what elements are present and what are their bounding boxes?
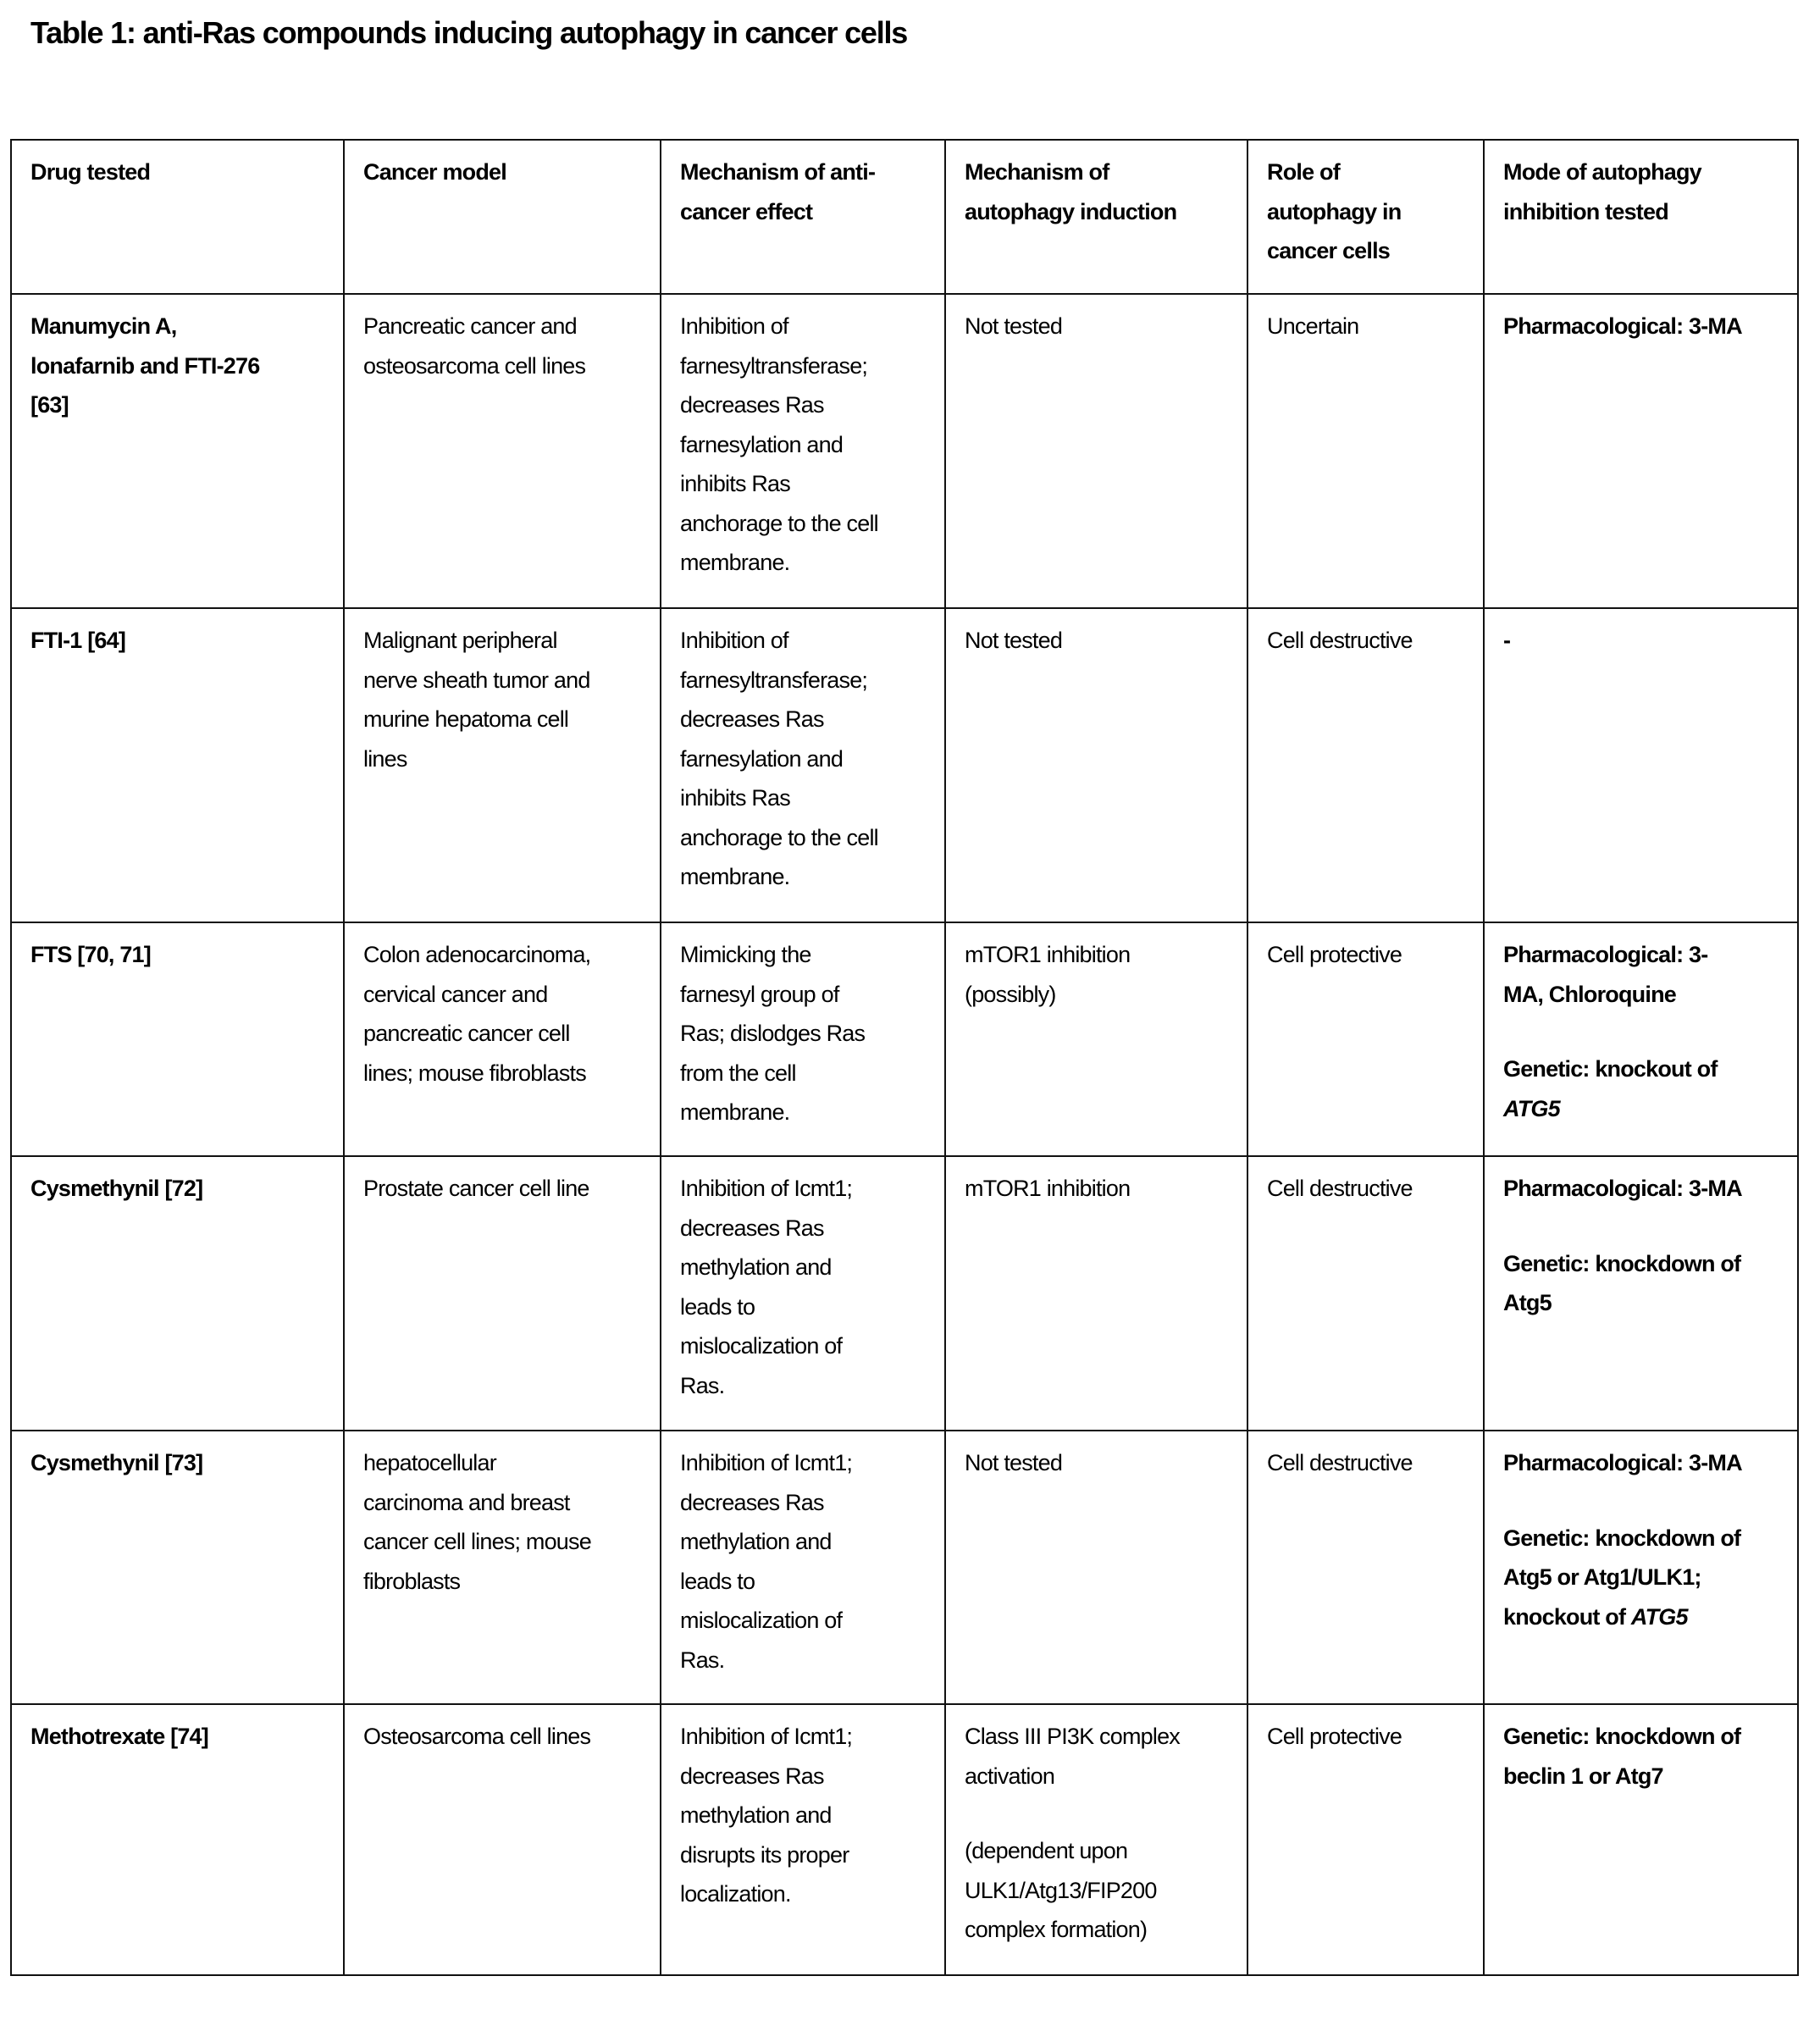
inhibition-mode-cell [1484, 608, 1798, 922]
cell-line: carcinoma and breast [363, 1489, 570, 1515]
cell-line: decreases Ras [680, 706, 824, 732]
autophagy-induction-cell [945, 1156, 1247, 1431]
cell-line: murine hepatoma cell [363, 706, 569, 732]
anticancer-mechanism-cell [661, 922, 945, 1156]
cell-text: Pharmacological: 3-MA [1503, 1450, 1742, 1475]
cell-line: inhibits Ras [680, 471, 790, 496]
cancer-model-cell [344, 922, 661, 1156]
cell-line: lonafarnib and FTI-276 [30, 352, 260, 379]
cell-line: Ras; dislodges Ras [680, 1021, 866, 1046]
cell-line: mTOR1 inhibition [965, 1176, 1131, 1201]
drug-cell [11, 1704, 344, 1975]
cell-line: [63] [30, 392, 69, 418]
cell-line: Inhibition of Icmt1; [680, 1176, 853, 1201]
cell-line: Cysmethynil [73] [30, 1450, 203, 1475]
cell-line: Uncertain [1267, 313, 1359, 339]
cancer-model-cell [344, 294, 661, 608]
header-mode-inhibition [1484, 140, 1798, 294]
cell-line: FTI-1 [64] [30, 628, 126, 653]
cell-line: Malignant peripheral [363, 628, 557, 653]
drug-cell [11, 294, 344, 608]
cell-text: Pharmacological: 3-MA [1503, 1176, 1742, 1201]
cell-line: lines; mouse fibroblasts [363, 1060, 586, 1086]
cell-line: Inhibition of Icmt1; [680, 1450, 853, 1475]
cell-line [965, 1796, 1238, 1831]
cell-line [1503, 1519, 1789, 1558]
cell-line [1503, 1283, 1789, 1323]
cell-line [1503, 1483, 1789, 1519]
table-row [11, 1704, 1798, 1975]
cell-line: hepatocellular [363, 1450, 496, 1475]
cell-text: - [1503, 628, 1511, 653]
cell-line: Cell destructive [1267, 628, 1413, 653]
cell-line: cervical cancer and [363, 981, 548, 1007]
cell-line: Manumycin A, [30, 313, 177, 339]
table-row [11, 1431, 1798, 1704]
cell-line: decreases Ras [680, 1489, 824, 1515]
cell-line: inhibition tested [1503, 198, 1668, 224]
anticancer-mechanism-cell [661, 608, 945, 922]
cell-line: localization. [680, 1881, 791, 1907]
cell-line [1503, 975, 1789, 1015]
gene-name: ATG5 [1503, 1095, 1560, 1121]
inhibition-mode-cell [1484, 922, 1798, 1156]
cell-line: complex formation) [965, 1917, 1148, 1942]
cell-line: autophagy induction [965, 198, 1177, 224]
autophagy-induction-cell [945, 1431, 1247, 1704]
cell-line: Mimicking the [680, 942, 811, 967]
cell-line [1503, 621, 1789, 661]
cell-line: Cysmethynil [72] [30, 1176, 203, 1201]
autophagy-role-cell [1247, 922, 1484, 1156]
cell-text: beclin 1 or Atg7 [1503, 1763, 1663, 1789]
cell-text: Atg5 [1503, 1290, 1552, 1315]
cell-line [1503, 1597, 1789, 1637]
header-cancer-model [344, 140, 661, 294]
cell-line: activation [965, 1763, 1055, 1789]
cell-text: Genetic: knockdown of [1503, 1724, 1741, 1749]
cell-line: cancer cell lines; mouse [363, 1529, 591, 1554]
header-drug-tested [11, 140, 344, 294]
table-row [11, 1156, 1798, 1431]
cell-text: Pharmacological: 3- [1503, 942, 1708, 967]
drug-cell [11, 1156, 344, 1431]
cell-line: Cell destructive [1267, 1176, 1413, 1201]
table-row [11, 608, 1798, 922]
anticancer-mechanism-cell [661, 1156, 945, 1431]
cell-line: mTOR1 inhibition [965, 942, 1131, 967]
cell-line: ULK1/Atg13/FIP200 [965, 1877, 1157, 1903]
cell-line: methylation and [680, 1802, 832, 1828]
cell-line: farnesyltransferase; [680, 352, 868, 379]
cell-line: farnesylation and [680, 745, 844, 772]
cell-line: (dependent upon [965, 1838, 1128, 1863]
anticancer-mechanism-cell [661, 294, 945, 608]
autophagy-induction-cell [945, 1704, 1247, 1975]
autophagy-induction-cell [945, 608, 1247, 922]
cell-line [1503, 1443, 1789, 1483]
header-row [11, 140, 1798, 294]
cell-line: (possibly) [965, 981, 1056, 1007]
cell-line: cancer effect [680, 198, 813, 224]
header-mechanism-autophagy [945, 140, 1247, 294]
cell-line: osteosarcoma cell lines [363, 352, 586, 379]
anticancer-mechanism-cell [661, 1431, 945, 1704]
drug-cell [11, 922, 344, 1156]
cell-line: leads to [680, 1568, 755, 1594]
cell-line: Pancreatic cancer and [363, 313, 577, 339]
cell-line [1503, 1014, 1789, 1049]
cell-line: Cancer model [363, 159, 506, 185]
cell-line: pancreatic cancer cell [363, 1021, 570, 1046]
header-role-autophagy [1247, 140, 1484, 294]
cell-line: fibroblasts [363, 1568, 461, 1594]
cell-line: Inhibition of [680, 313, 788, 339]
cell-line: decreases Ras [680, 1763, 824, 1789]
cell-line: methylation and [680, 1254, 832, 1280]
cell-line: decreases Ras [680, 392, 824, 418]
autophagy-role-cell [1247, 1704, 1484, 1975]
cell-line: decreases Ras [680, 1215, 824, 1241]
cell-line: Not tested [965, 628, 1063, 653]
cell-text: MA, Chloroquine [1503, 981, 1676, 1007]
cell-line: disrupts its proper [680, 1841, 849, 1868]
cell-line: inhibits Ras [680, 785, 790, 811]
cell-text: Genetic: knockout of [1503, 1056, 1718, 1082]
autophagy-induction-cell [945, 922, 1247, 1156]
cell-line: Ras. [680, 1372, 725, 1398]
cell-line: farnesyltransferase; [680, 667, 868, 693]
cancer-model-cell [344, 1156, 661, 1431]
cell-text: Atg5 or Atg1/ULK1; [1503, 1564, 1701, 1590]
cell-line: membrane. [680, 550, 790, 575]
cell-line: FTS [70, 71] [30, 942, 151, 967]
cell-line: membrane. [680, 864, 790, 889]
cell-line: mislocalization of [680, 1608, 843, 1633]
cell-line [1503, 1244, 1789, 1284]
autophagy-induction-cell [945, 294, 1247, 608]
autophagy-role-cell [1247, 1431, 1484, 1704]
cell-line [1503, 1757, 1789, 1796]
cell-text: Genetic: knockdown of [1503, 1250, 1741, 1276]
table-title: Table 1: anti-Ras compounds inducing autophagy in cancer cells [30, 15, 908, 50]
cell-line [1503, 1717, 1789, 1757]
cell-line: Colon adenocarcinoma, [363, 942, 591, 967]
cell-line: Cell destructive [1267, 1450, 1413, 1475]
cell-line: Role of [1267, 159, 1340, 185]
cell-line: anchorage to the cell [680, 510, 878, 536]
header-mechanism-anticancer [661, 140, 945, 294]
inhibition-mode-cell [1484, 1704, 1798, 1975]
cell-line [1503, 307, 1789, 346]
cell-line: cancer cells [1267, 238, 1391, 263]
cancer-model-cell [344, 608, 661, 922]
cell-line: Not tested [965, 313, 1063, 339]
cell-line: Class III PI3K complex [965, 1724, 1180, 1749]
cell-line: nerve sheath tumor and [363, 667, 590, 693]
table-row [11, 294, 1798, 608]
cell-line: Not tested [965, 1450, 1063, 1475]
inhibition-mode-cell [1484, 1156, 1798, 1431]
cell-line: Prostate cancer cell line [363, 1176, 589, 1201]
cell-line: farnesyl group of [680, 981, 839, 1007]
table-row [11, 922, 1798, 1156]
cell-line: methylation and [680, 1529, 832, 1554]
autophagy-role-cell [1247, 294, 1484, 608]
autophagy-role-cell [1247, 608, 1484, 922]
cell-line: anchorage to the cell [680, 824, 878, 850]
cell-line: farnesylation and [680, 431, 844, 457]
autophagy-role-cell [1247, 1156, 1484, 1431]
cancer-model-cell [344, 1431, 661, 1704]
cell-line [1503, 1089, 1789, 1129]
cell-line [1503, 1049, 1789, 1089]
cell-line: Inhibition of [680, 628, 788, 653]
cell-line: Mechanism of anti- [680, 159, 876, 185]
cell-text: Pharmacological: 3-MA [1503, 313, 1742, 339]
drug-cell [11, 608, 344, 922]
anticancer-mechanism-cell [661, 1704, 945, 1975]
cell-text: Genetic: knockdown of [1503, 1525, 1741, 1551]
cell-line: Drug tested [30, 159, 151, 185]
cancer-model-cell [344, 1704, 661, 1975]
cell-line: lines [363, 745, 407, 772]
gene-name: ATG5 [1630, 1603, 1688, 1630]
cell-line: autophagy in [1267, 198, 1402, 224]
inhibition-mode-cell [1484, 294, 1798, 608]
cell-line [1503, 1169, 1789, 1209]
cell-line [1503, 935, 1789, 975]
cell-text: knockout of [1503, 1603, 1631, 1630]
inhibition-mode-cell [1484, 1431, 1798, 1704]
drug-cell [11, 1431, 344, 1704]
cell-line: mislocalization of [680, 1333, 843, 1359]
cell-line: from the cell [680, 1060, 796, 1086]
data-table [10, 139, 1799, 1976]
cell-line: Methotrexate [74] [30, 1724, 208, 1749]
cell-line: Mechanism of [965, 159, 1109, 185]
cell-line: leads to [680, 1293, 755, 1320]
cell-line: Mode of autophagy [1503, 159, 1701, 185]
cell-line: Cell protective [1267, 942, 1402, 967]
cell-line [1503, 1558, 1789, 1597]
cell-line: Osteosarcoma cell lines [363, 1724, 591, 1749]
cell-line: Cell protective [1267, 1724, 1402, 1749]
cell-line [1503, 1209, 1789, 1244]
cell-line: membrane. [680, 1099, 790, 1125]
cell-line: Inhibition of Icmt1; [680, 1724, 853, 1749]
cell-line: Ras. [680, 1647, 725, 1673]
